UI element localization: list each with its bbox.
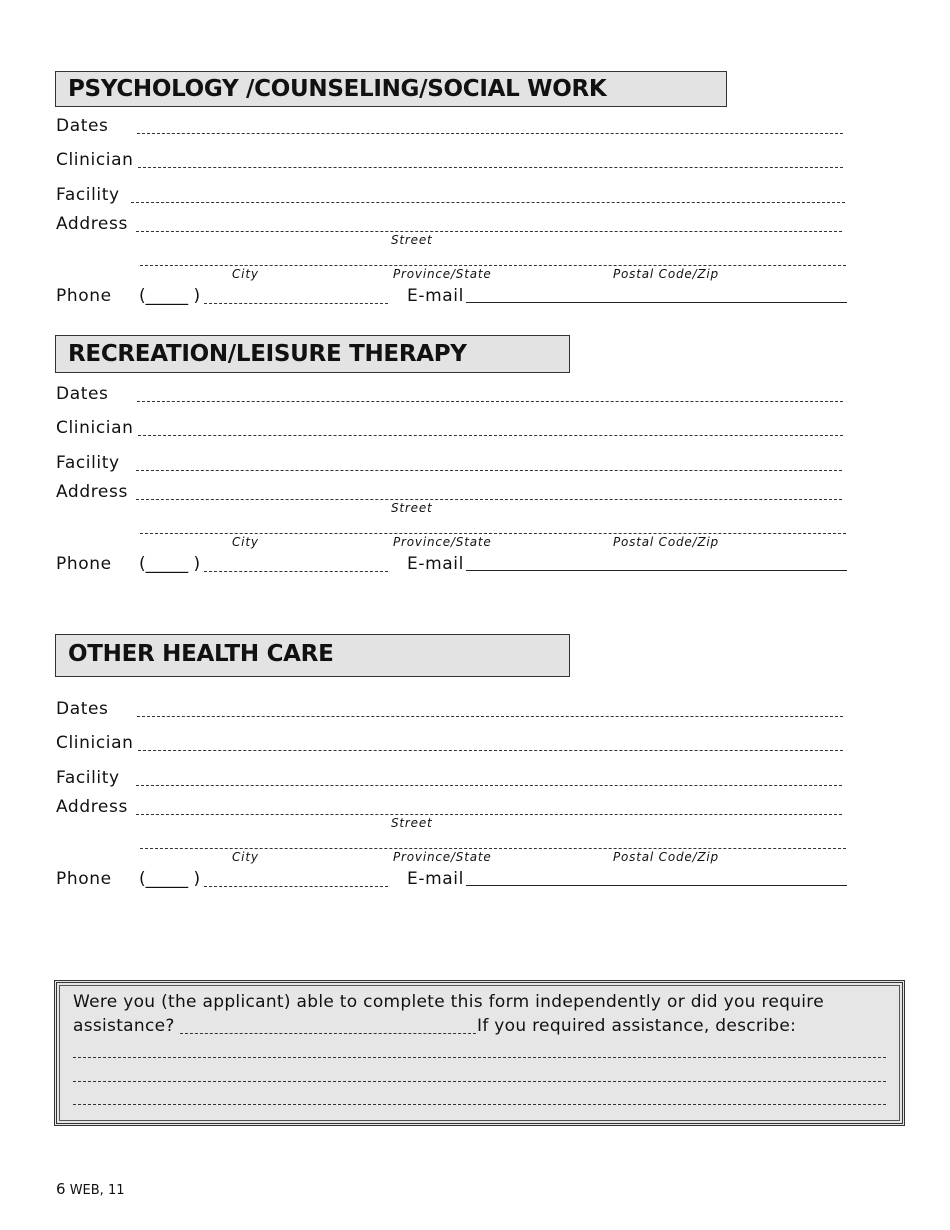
assistance-box [54, 980, 905, 1126]
email-label: E-mail [407, 286, 464, 306]
city-sublabel: City [232, 267, 259, 281]
assistance-describe-label: If you required assistance, describe: [477, 1016, 797, 1036]
phone-label: Phone [56, 869, 112, 889]
facility-label: Facility [56, 453, 120, 473]
page-number: 6 [56, 1180, 66, 1198]
phone-label: Phone [56, 554, 112, 574]
postal-sublabel: Postal Code/Zip [613, 535, 719, 549]
email-label: E-mail [407, 869, 464, 889]
assistance-description-line-2[interactable] [73, 1081, 886, 1082]
facility-field[interactable] [136, 470, 842, 471]
phone-field[interactable] [204, 571, 388, 572]
assistance-box-inner [59, 985, 900, 1121]
email-field[interactable] [466, 570, 847, 571]
email-field[interactable] [466, 885, 847, 886]
phone-area-code[interactable]: (_____ ) [139, 286, 201, 306]
street-sublabel: Street [391, 501, 433, 515]
address-label: Address [56, 482, 128, 502]
clinician-label: Clinician [56, 418, 134, 438]
city-sublabel: City [232, 850, 259, 864]
dates-field[interactable] [137, 133, 843, 134]
email-label: E-mail [407, 554, 464, 574]
city-sublabel: City [232, 535, 259, 549]
form-code: WEB, 11 [69, 1183, 125, 1198]
assistance-question: Were you (the applicant) able to complete this form independently or did you require [73, 992, 824, 1012]
section-header [55, 335, 570, 373]
dates-label: Dates [56, 699, 109, 719]
street-sublabel: Street [391, 233, 433, 247]
section-header [55, 634, 570, 677]
street-field[interactable] [136, 499, 842, 500]
facility-label: Facility [56, 185, 120, 205]
facility-field[interactable] [136, 785, 842, 786]
assistance-answer-field[interactable] [180, 1033, 476, 1034]
dates-field[interactable] [137, 716, 843, 717]
phone-area-code[interactable]: (_____ ) [139, 869, 201, 889]
section-header [55, 71, 727, 107]
section-other-health-care [0, 583, 950, 889]
street-sublabel: Street [391, 816, 433, 830]
phone-area-code[interactable]: (_____ ) [139, 554, 201, 574]
page-footer [56, 1180, 124, 1198]
clinician-field[interactable] [138, 750, 843, 751]
section-recreation [0, 268, 950, 574]
assistance-description-line-3[interactable] [73, 1104, 886, 1105]
city-province-postal-field[interactable] [140, 265, 846, 266]
section-title: OTHER HEALTH CARE [68, 641, 334, 667]
section-psychology [0, 0, 950, 306]
street-field[interactable] [136, 231, 842, 232]
city-province-postal-field[interactable] [140, 533, 846, 534]
clinician-field[interactable] [138, 167, 843, 168]
street-field[interactable] [136, 814, 842, 815]
province-sublabel: Province/State [393, 850, 492, 864]
address-label: Address [56, 214, 128, 234]
dates-field[interactable] [137, 401, 843, 402]
section-title: RECREATION/LEISURE THERAPY [68, 341, 467, 367]
dates-label: Dates [56, 116, 109, 136]
phone-label: Phone [56, 286, 112, 306]
facility-field[interactable] [131, 202, 845, 203]
clinician-field[interactable] [138, 435, 843, 436]
province-sublabel: Province/State [393, 535, 492, 549]
phone-field[interactable] [204, 886, 388, 887]
province-sublabel: Province/State [393, 267, 492, 281]
postal-sublabel: Postal Code/Zip [613, 267, 719, 281]
assistance-description-line-1[interactable] [73, 1057, 886, 1058]
section-title: PSYCHOLOGY /COUNSELING/SOCIAL WORK [68, 76, 607, 102]
clinician-label: Clinician [56, 150, 134, 170]
dates-label: Dates [56, 384, 109, 404]
assistance-prefix: assistance? [73, 1016, 175, 1036]
facility-label: Facility [56, 768, 120, 788]
city-province-postal-field[interactable] [140, 848, 846, 849]
clinician-label: Clinician [56, 733, 134, 753]
address-label: Address [56, 797, 128, 817]
postal-sublabel: Postal Code/Zip [613, 850, 719, 864]
